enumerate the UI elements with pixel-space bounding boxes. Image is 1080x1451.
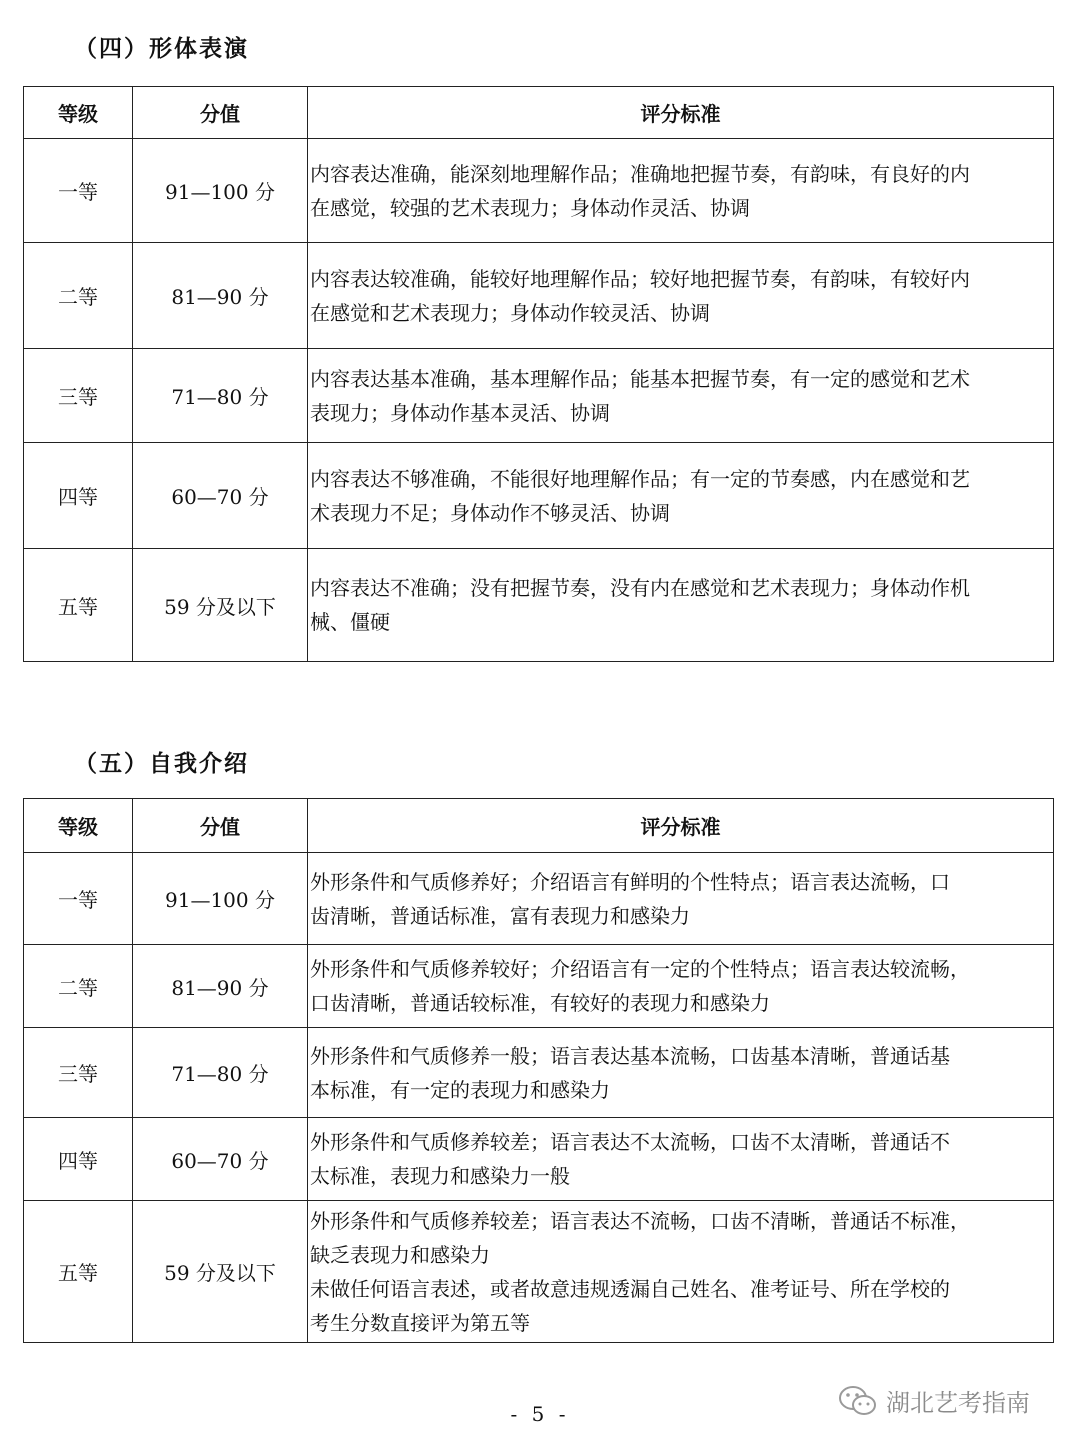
table-row (24, 1118, 1054, 1201)
criteria-line: 内容表达准确，能深刻地理解作品；准确地把握节奏，有韵味，有良好的内 (310, 161, 970, 186)
criteria-cell (308, 945, 1054, 1028)
score-cell: 59 分及以下 (133, 549, 308, 662)
level-cell: 五等 (24, 549, 133, 662)
criteria-cell (308, 443, 1054, 549)
level-cell: 二等 (24, 243, 133, 349)
criteria-line: 术表现力不足；身体动作不够灵活、协调 (310, 500, 670, 525)
table-row (24, 853, 1054, 945)
section-title-body-performance: （四）形体表演 (74, 36, 249, 62)
criteria-line: 外形条件和气质修养较差；语言表达不流畅，口齿不清晰，普通话不标准， (310, 1208, 970, 1233)
table-row (24, 945, 1054, 1028)
body-performance-table (23, 86, 1054, 662)
header-criteria: 评分标准 (308, 799, 1054, 853)
level-cell: 五等 (24, 1201, 133, 1343)
table-row (24, 1201, 1054, 1343)
score-cell: 81—90 分 (133, 243, 308, 349)
criteria-line: 口齿清晰，普通话较标准，有较好的表现力和感染力 (310, 991, 770, 1015)
table-header-row (24, 799, 1054, 853)
score-cell: 71—80 分 (133, 349, 308, 443)
criteria-line: 太标准，表现力和感染力一般 (310, 1164, 570, 1188)
header-criteria: 评分标准 (308, 87, 1054, 139)
criteria-line: 内容表达不准确；没有把握节奏，没有内在感觉和艺术表现力；身体动作机 (310, 576, 970, 600)
criteria-line: 本标准，有一定的表现力和感染力 (310, 1077, 610, 1102)
criteria-cell (308, 1118, 1054, 1201)
score-cell: 71—80 分 (133, 1028, 308, 1118)
criteria-line: 在感觉，较强的艺术表现力；身体动作灵活、协调 (310, 195, 750, 220)
criteria-cell (308, 243, 1054, 349)
criteria-line: 外形条件和气质修养较差；语言表达不太流畅，口齿不太清晰，普通话不 (310, 1130, 950, 1154)
criteria-cell (308, 549, 1054, 662)
score-cell: 91—100 分 (133, 853, 308, 945)
criteria-line: 考生分数直接评为第五等 (310, 1310, 530, 1335)
table-row (24, 443, 1054, 549)
header-score: 分值 (133, 799, 308, 853)
criteria-line: 内容表达基本准确，基本理解作品；能基本把握节奏，有一定的感觉和艺术 (310, 366, 970, 391)
criteria-line: 外形条件和气质修养好；介绍语言有鲜明的个性特点；语言表达流畅，口 (310, 869, 950, 894)
criteria-cell (308, 1201, 1054, 1343)
level-cell: 三等 (24, 1028, 133, 1118)
section-title-self-introduction: （五）自我介绍 (74, 751, 249, 777)
criteria-line: 缺乏表现力和感染力 (310, 1242, 490, 1267)
criteria-line: 外形条件和气质修养一般；语言表达基本流畅，口齿基本清晰，普通话基 (310, 1043, 950, 1068)
criteria-line: 齿清晰，普通话标准，富有表现力和感染力 (310, 903, 690, 928)
page-number: - 5 - (510, 1402, 570, 1426)
table-header-row (24, 87, 1054, 139)
score-cell: 59 分及以下 (133, 1201, 308, 1343)
criteria-cell (308, 853, 1054, 945)
level-cell: 四等 (24, 1118, 133, 1201)
self-introduction-table (23, 798, 1054, 1343)
watermark-text: 湖北艺考指南 (886, 1389, 1030, 1417)
criteria-line: 内容表达不够准确，不能很好地理解作品；有一定的节奏感，内在感觉和艺 (310, 466, 970, 491)
criteria-line: 表现力；身体动作基本灵活、协调 (310, 400, 610, 425)
table-row (24, 349, 1054, 443)
level-cell: 一等 (24, 853, 133, 945)
header-score: 分值 (133, 87, 308, 139)
score-cell: 81—90 分 (133, 945, 308, 1028)
score-cell: 91—100 分 (133, 139, 308, 243)
criteria-cell (308, 349, 1054, 443)
score-cell: 60—70 分 (133, 443, 308, 549)
table-row (24, 549, 1054, 662)
level-cell: 一等 (24, 139, 133, 243)
level-cell: 四等 (24, 443, 133, 549)
watermark (838, 1383, 1030, 1418)
table-row (24, 243, 1054, 349)
criteria-line: 内容表达较准确，能较好地理解作品；较好地把握节奏，有韵味，有较好内 (310, 266, 970, 291)
score-cell: 60—70 分 (133, 1118, 308, 1201)
wechat-icon (838, 1384, 878, 1418)
criteria-line: 在感觉和艺术表现力；身体动作较灵活、协调 (310, 300, 710, 325)
criteria-cell (308, 1028, 1054, 1118)
header-level: 等级 (24, 87, 133, 139)
table-row (24, 1028, 1054, 1118)
criteria-cell (308, 139, 1054, 243)
level-cell: 二等 (24, 945, 133, 1028)
criteria-line: 外形条件和气质修养较好；介绍语言有一定的个性特点；语言表达较流畅， (310, 957, 970, 981)
table-row (24, 139, 1054, 243)
level-cell: 三等 (24, 349, 133, 443)
criteria-line: 械、僵硬 (310, 610, 390, 634)
header-level: 等级 (24, 799, 133, 853)
criteria-line: 未做任何语言表述，或者故意违规透漏自己姓名、准考证号、所在学校的 (310, 1276, 950, 1301)
